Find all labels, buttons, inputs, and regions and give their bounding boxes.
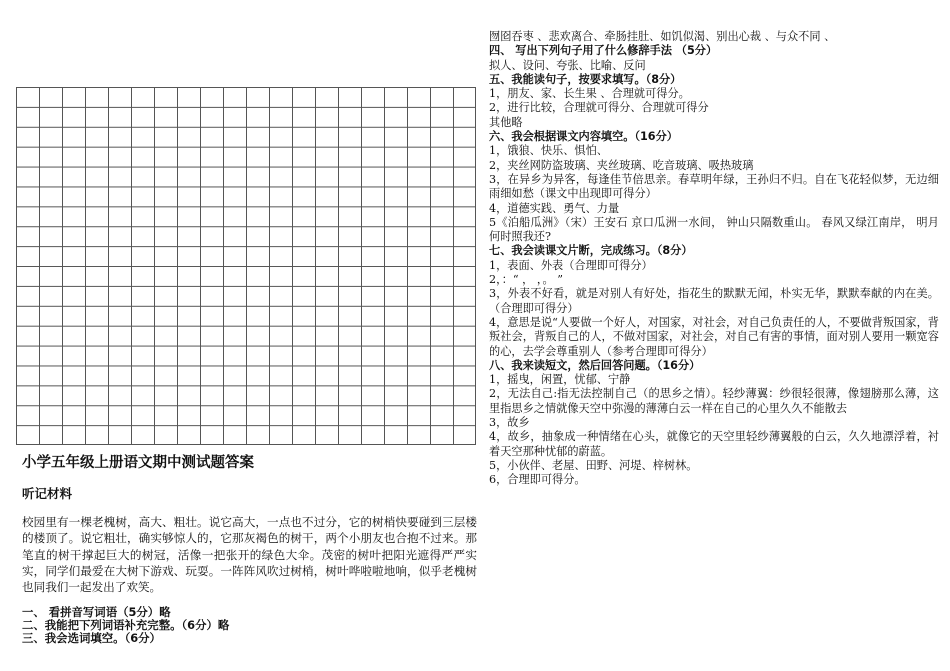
section-heading: 七、我会读课文片断，完成练习。（8分） [489, 244, 693, 258]
answer-line: 2，：“ ， ，。 ” [489, 273, 563, 287]
answer-line: 3，外表不好看，就是对别人有好处，指花生的默默无闻，朴实无华，默默奉献的内在美。（合理即可得分） [489, 287, 939, 315]
answer-line: 5《泊船瓜洲》（宋）王安石 京口瓜洲一水间， 钟山只隔数重山。 春风又绿江南岸， 明月何时照我还? [489, 215, 939, 244]
section-heading: 五、我能读句子，按要求填写。（8分） [489, 72, 682, 86]
answer-line: 1，饿狼、快乐、惧怕、 [489, 144, 608, 158]
answer-line: 囫囵吞枣 、悲欢离合、牵肠挂肚、如饥似渴、别出心裁 、与众不同 、 [489, 30, 836, 43]
section-heading: 八、我来读短文，然后回答问题。（16分） [489, 358, 701, 372]
section-heading: 三、我会选词填空。（6分） [22, 631, 161, 646]
section-heading: 一、 看拼音写词语（5分）略 [22, 605, 171, 620]
section-heading: 四、 写出下列句子用了什么修辞手法 （5分） [489, 44, 718, 58]
listening-heading: 听记材料 [22, 486, 73, 501]
section-heading: 二、我能把下列词语补充完整。（6分）略 [22, 618, 230, 633]
document-title: 小学五年级上册语文期中测试题答案 [22, 455, 254, 471]
answer-line: 1，摇曳，闲置，忧郁、宁静 [489, 373, 631, 387]
answer-line: 4，意思是说“人要做一个好人，对国家，对社会，对自己负责任的人，不要做背叛国家，背叛社会，背叛自己的人，不做对国家，对社会，对自己有害的事情，面对别人要用一颗宽容的心，去学会尊重别人（参考合理即可得分） [489, 315, 939, 358]
listening-paragraph: 校园里有一棵老槐树，高大、粗壮。说它高大，一点也不过分，它的树梢快要碰到三层楼的楼顶了。说它粗壮，确实够惊人的，它那灰褐色的树干，两个小朋友也合抱不过来。那笔直的树干撑起巨大的树冠，活像一把张开的绿色大伞。茂密的树叶把阳光遮得严严实实，同学们最爱在大树下游戏、玩耍。一阵阵风吹过树梢，树叶哗啦啦地响，似乎老槐树也同我们一起发出了欢笑。 [22, 515, 477, 595]
section-heading: 六、我会根据课文内容填空。（16分） [489, 130, 678, 144]
right-column [489, 30, 939, 488]
answer-line: 3，在异乡为异客，每逢佳节倍思亲。春草明年绿，王孙归不归。自在飞花轻似梦，无边细雨细如愁（课文中出现即可得分） [489, 172, 939, 201]
answer-line: 1，表面、外表（合理即可得分） [489, 258, 653, 272]
answer-line: 2，进行比较，合理就可得分、合理就可得分 [489, 101, 709, 115]
answer-line: 其他略 [489, 115, 523, 129]
answer-line: 4，故乡，抽象成一种情绪在心头，就像它的天空里轻纱薄翼般的白云，久久地漂浮着，衬着天空那种忧郁的蔚蓝。 [489, 430, 939, 458]
left-column [22, 451, 477, 645]
answer-line: 1，朋友、家、长生果 、合理就可得分。 [489, 87, 690, 101]
answer-line: 4，道德实践、勇气、力量 [489, 201, 620, 215]
answer-line: 5，小伙伴、老屋、田野、河堤、梓树林。 [489, 458, 698, 472]
answer-line: 3，故乡 [489, 416, 530, 430]
answer-line: 6，合理即可得分。 [489, 473, 586, 487]
writing-grid [16, 87, 476, 445]
answer-line: 拟人、设问、夸张、比喻、反问 [489, 58, 646, 72]
answer-line: 2，夹丝网防盗玻璃、夹丝玻璃、吃音玻璃、吸热玻璃 [489, 158, 754, 172]
answer-line: 2，无法自己:指无法控制自己（的思乡之情）。轻纱薄翼：纱很轻很薄，像翅膀那么薄，这里指思乡之情就像天空中弥漫的薄薄白云一样在自己的心里久久不能散去 [489, 387, 939, 415]
